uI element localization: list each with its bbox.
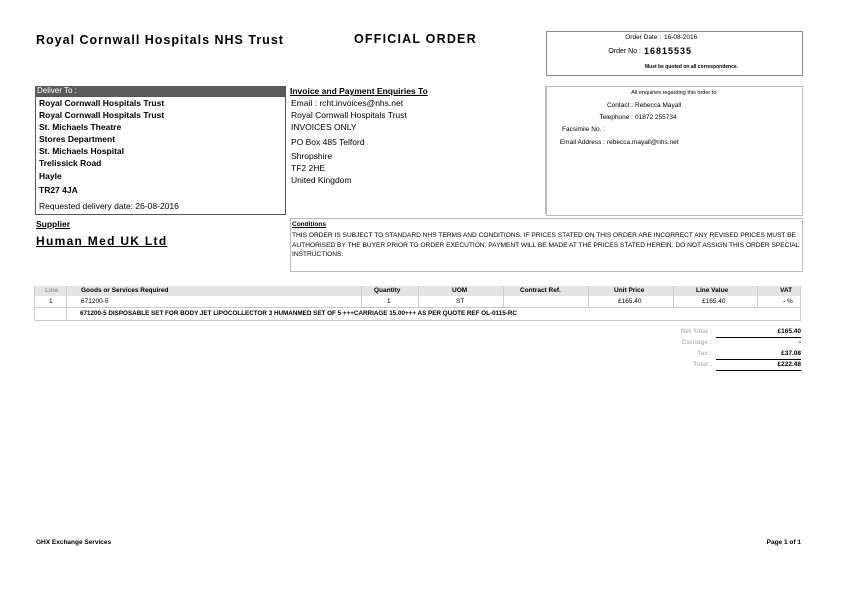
email-address: rebecca.mayall@nhs.net — [607, 139, 679, 146]
invoice-line: United Kingdom — [291, 175, 352, 185]
total-rule — [716, 370, 801, 371]
column-header: Contract Ref. — [520, 287, 561, 294]
tax-label: Tax : — [697, 350, 712, 357]
invoice-line: Shropshire — [291, 151, 333, 161]
invoice-line: INVOICES ONLY — [291, 122, 357, 132]
invoice-heading: Invoice and Payment Enquiries To — [290, 86, 428, 96]
item-description-row — [34, 308, 801, 321]
table-divider — [418, 286, 419, 308]
invoice-line: Royal Cornwall Hospitals Trust — [291, 110, 407, 120]
deliver-line: TR27 4JA — [39, 185, 78, 195]
grand-total: £222.48 — [777, 361, 801, 368]
deliver-line: Trelissick Road — [39, 158, 102, 168]
item-description: 671200-5 DISPOSABLE SET FOR BODY JET LIPOCOLLECTOR 3 HUMANMED SET OF 5 +++CARRIAGE 15.00+++ AS PER QUOTE REF OL-0115-RC — [80, 310, 517, 317]
table-divider — [34, 286, 35, 320]
carriage-label: Carriage : — [681, 339, 712, 346]
item-code: 671200-5 — [81, 298, 109, 305]
document-title: OFFICIAL ORDER — [354, 32, 477, 46]
carriage-value: - — [798, 339, 801, 346]
deliver-line: Royal Cornwall Hospitals Trust — [39, 98, 165, 108]
telephone-label: Telephone : — [599, 114, 633, 121]
item-quantity: 1 — [387, 298, 391, 305]
order-no-label: Order No : — [608, 48, 641, 55]
column-header: UOM — [452, 287, 468, 294]
table-divider — [361, 286, 362, 308]
footer-provider: GHX Exchange Services — [36, 539, 112, 546]
order-date-label: Order Date : — [625, 34, 661, 41]
tax-value: £37.08 — [781, 350, 801, 357]
deliver-line: St. Michaels Theatre — [39, 122, 122, 132]
invoice-line: TF2 2HE — [291, 163, 326, 173]
order-date: 16-08-2016 — [664, 34, 698, 41]
item-uom: ST — [456, 298, 465, 305]
table-divider — [588, 286, 589, 308]
supplier-name: Human Med UK Ltd — [36, 234, 168, 248]
item-vat: - % — [783, 298, 793, 305]
deliver-to-box — [35, 96, 286, 215]
invoice-line: Email : rcht.invoices@nhs.net — [291, 98, 404, 108]
contact-label: Contact : — [606, 102, 633, 109]
total-label: Total : — [692, 361, 712, 368]
line-number: 1 — [49, 298, 53, 305]
supplier-heading: Supplier — [36, 219, 71, 229]
deliver-line: St. Michaels Hospital — [39, 146, 125, 156]
order-info-box — [546, 31, 803, 76]
enquiries-box — [546, 86, 803, 216]
column-header: Unit Price — [614, 287, 645, 294]
enquiries-note: All enquiries regarding this order to: — [631, 90, 718, 96]
telephone-number: 01872 255734 — [635, 114, 677, 121]
column-header: Line — [45, 287, 59, 294]
column-header: VAT — [780, 287, 793, 294]
deliver-line: Royal Cornwall Hospitals Trust — [39, 110, 165, 120]
item-unit-price: £165.40 — [618, 298, 642, 305]
table-divider — [800, 286, 801, 320]
net-total: £165.40 — [777, 328, 801, 335]
total-rule — [716, 337, 801, 338]
deliver-line: Stores Department — [39, 134, 116, 144]
order-number: 16815535 — [644, 46, 693, 56]
requested-delivery-date: Requested delivery date: 26-08-2016 — [39, 201, 179, 211]
conditions-box — [290, 218, 803, 272]
column-header: Goods or Services Required — [81, 287, 169, 294]
item-line-value: £165.40 — [702, 298, 726, 305]
table-divider — [503, 286, 504, 308]
table-divider — [673, 286, 674, 308]
email-label: Email Address : — [559, 139, 605, 146]
page-number: Page 1 of 1 — [766, 539, 801, 546]
column-header: Quantity — [374, 287, 401, 294]
conditions-text: THIS ORDER IS SUBJECT TO STANDARD NHS TERMS AND CONDITIONS. IF PRICES STATED ON THIS ORDER ARE INCORRECT ANY REVISED PRICES MUST BE AUTHORISED BY THE BUYER PRIOR TO ORDER EXECUTION. PAYMENT WILL BE MADE AT THE PRICES STATED HEREIN. DO NOT ASSIGN THIS ORDER SPECIAL INSTRUCTIONS. — [292, 232, 800, 258]
table-divider — [66, 286, 67, 320]
contact-name: Rebecca Mayall — [635, 102, 682, 109]
invoice-line: PO Box 485 Telford — [291, 137, 365, 147]
deliver-to-heading: Deliver To : — [35, 86, 286, 96]
fax-label: Facsimile No. : — [562, 126, 605, 133]
conditions-heading: Conditions — [292, 221, 326, 228]
table-divider — [757, 286, 758, 308]
trust-name: Royal Cornwall Hospitals NHS Trust — [36, 33, 284, 47]
quote-note: Must be quoted on all correspondence. — [645, 64, 739, 70]
deliver-line: Hayle — [39, 171, 62, 181]
net-total-label: Net Total : — [680, 328, 712, 335]
total-rule — [716, 359, 801, 360]
column-header: Line Value — [696, 287, 729, 294]
